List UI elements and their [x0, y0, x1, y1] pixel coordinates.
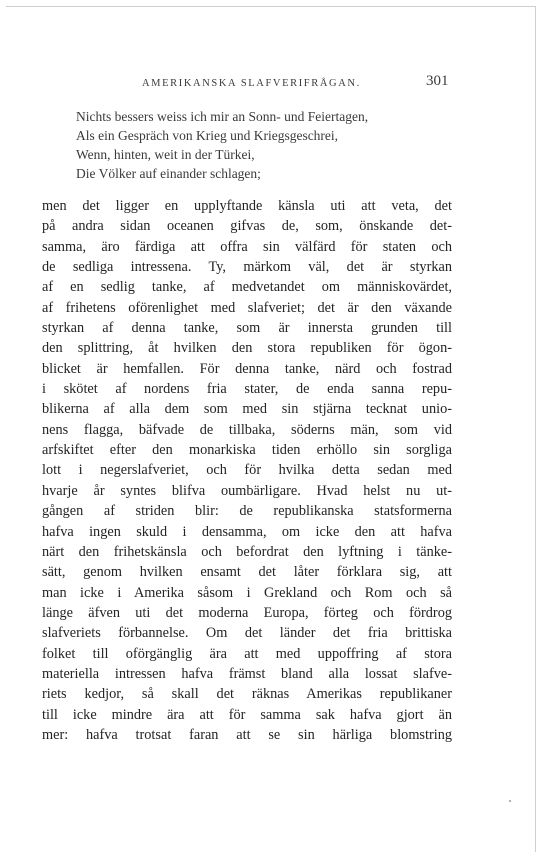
text-line: närt den frihetskänsla och befordrat den lyftning i tänke- [42, 543, 452, 560]
page-top-edge [6, 6, 536, 7]
poem-line: Als ein Gespräch von Krieg und Kriegsgeschrei, [76, 128, 339, 143]
paper-speck [509, 800, 511, 802]
page-number: 301 [426, 73, 449, 89]
text-line: styrkan af denna tanke, som är innersta grunden till [42, 320, 452, 337]
poem-line: Wenn, hinten, weit in der Türkei, [76, 147, 255, 162]
text-line: af frihetens oförenlighet med slafveriet; det är den växande [42, 299, 452, 316]
text-line: i skötet af nordens fria stater, de enda sanna repu- [42, 381, 452, 398]
text-line: af en sedlig tanke, af medvetandet om människovärdet, [42, 279, 452, 296]
body-text [42, 196, 452, 745]
text-line: folket till oförgänglig ära att med uppoffring af stora [42, 645, 452, 662]
text-line: den splittring, åt hvilken den stora republiken för ögon- [42, 340, 452, 357]
text-line: hvarje år syntes blifva oumbärligare. Hvad helst nu ut- [42, 482, 452, 499]
text-line: slafveriets förbannelse. Om det länder det fria brittiska [42, 625, 452, 642]
text-line: de sedliga intressena. Ty, märkom väl, det är styrkan [42, 259, 452, 276]
text-line: hafva ingen skuld i densamma, om icke den att hafva [42, 523, 452, 540]
text-line: materiella intressen hafva främst bland alla lossat slafve- [42, 665, 452, 682]
text-line: blikerna af alla dem som med sin stjärna tecknat unio- [42, 401, 452, 418]
text-line: arfskiftet efter den monarkiska tiden erhöllo sin sorgliga [42, 442, 452, 459]
poem-line: Nichts bessers weiss ich mir an Sonn- und Feiertagen, [76, 109, 369, 124]
text-line: man icke i Amerika såsom i Grekland och Rom och så [42, 584, 452, 601]
text-line: sätt, genom hvilken ensamt det låter förklara sig, att [42, 564, 452, 581]
text-line: samma, äro färdiga att offra sin välfärd för staten och [42, 238, 452, 255]
text-line: lott i negerslafveriet, och för hvilka detta sedan med [42, 462, 452, 479]
running-title: AMERIKANSKA SLAFVERIFRÅGAN. [142, 78, 361, 89]
text-line: till icke mindre ära att för samma sak hafva gjort än [42, 706, 452, 723]
text-line: riets kedjor, så skall det räknas Amerikas republikaner [42, 686, 452, 703]
poem-line: Die Völker auf einander schlagen; [76, 166, 261, 181]
text-line: gången af striden blir: de republikanska statsformerna [42, 503, 452, 520]
text-line: mer: hafva trotsat faran att se sin härliga blomstring [42, 726, 452, 743]
text-line: nens flagga, bäfvade de tillbaka, söderns män, som vid [42, 421, 452, 438]
text-line: blicket är hemfallen. För denna tanke, närd och fostrad [42, 360, 452, 377]
text-line: men det ligger en upplyftande känsla uti att veta, det [42, 198, 452, 214]
poem-quotation [76, 107, 466, 183]
text-line: på andra sidan oceanen gifvas de, som, önskande det- [42, 218, 452, 235]
page-right-edge [535, 6, 536, 852]
text-line: länge äfven uti det moderna Europa, förteg och fördrog [42, 604, 452, 621]
